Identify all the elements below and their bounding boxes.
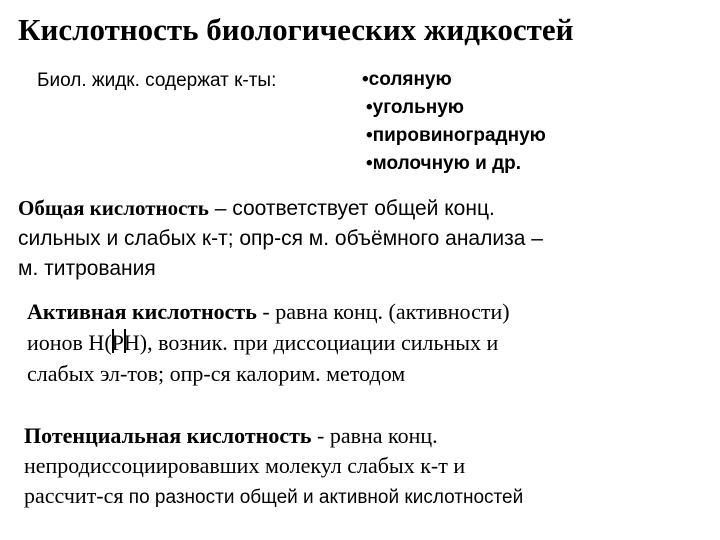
- intro-text: Биол. жидк. содержат к-ты:: [37, 70, 277, 91]
- general-acidity-line: сильных и слабых к-т; опр-ся м. объёмного анализа –: [18, 227, 543, 250]
- active-acidity-paragraph: [27, 296, 510, 389]
- active-acidity-text: РН), возник. при диссоциации сильных и: [111, 330, 499, 355]
- page-title: Кислотность биологических жидкостей: [18, 12, 574, 47]
- list-item: •соляную: [362, 69, 452, 90]
- potential-acidity-text: - равна конц.: [311, 423, 438, 448]
- general-acidity-text: – соответствует общей конц.: [208, 197, 495, 220]
- active-acidity-ion-text: ионов Н: [27, 330, 105, 355]
- list-item: •молочную и др.: [366, 153, 522, 174]
- potential-acidity-text: по разности общей и активной кислотностей: [123, 487, 524, 508]
- acid-list: [362, 66, 546, 178]
- active-acidity-paren: (: [104, 330, 112, 355]
- general-acidity-line: м. титрования: [18, 257, 156, 280]
- potential-acidity-line: непродиссоциировавших молекул слабых к-т и: [24, 453, 466, 478]
- list-item: •угольную: [366, 97, 465, 118]
- active-acidity-text: - равна конц. (активности): [256, 299, 510, 324]
- active-acidity-line: слабых эл-тов; опр-ся калорим. методом: [27, 361, 406, 386]
- list-item: •пировиноградную: [366, 125, 546, 146]
- active-acidity-term: Активная кислотность: [27, 299, 257, 324]
- potential-acidity-term: Потенциальная кислотность: [24, 423, 312, 448]
- potential-acidity-paragraph: [24, 421, 523, 513]
- potential-acidity-text: рассчит-ся: [24, 483, 124, 508]
- general-acidity-paragraph: [18, 193, 543, 284]
- general-acidity-term: Общая кислотность: [18, 196, 209, 220]
- ion-symbol-mark: [112, 329, 126, 353]
